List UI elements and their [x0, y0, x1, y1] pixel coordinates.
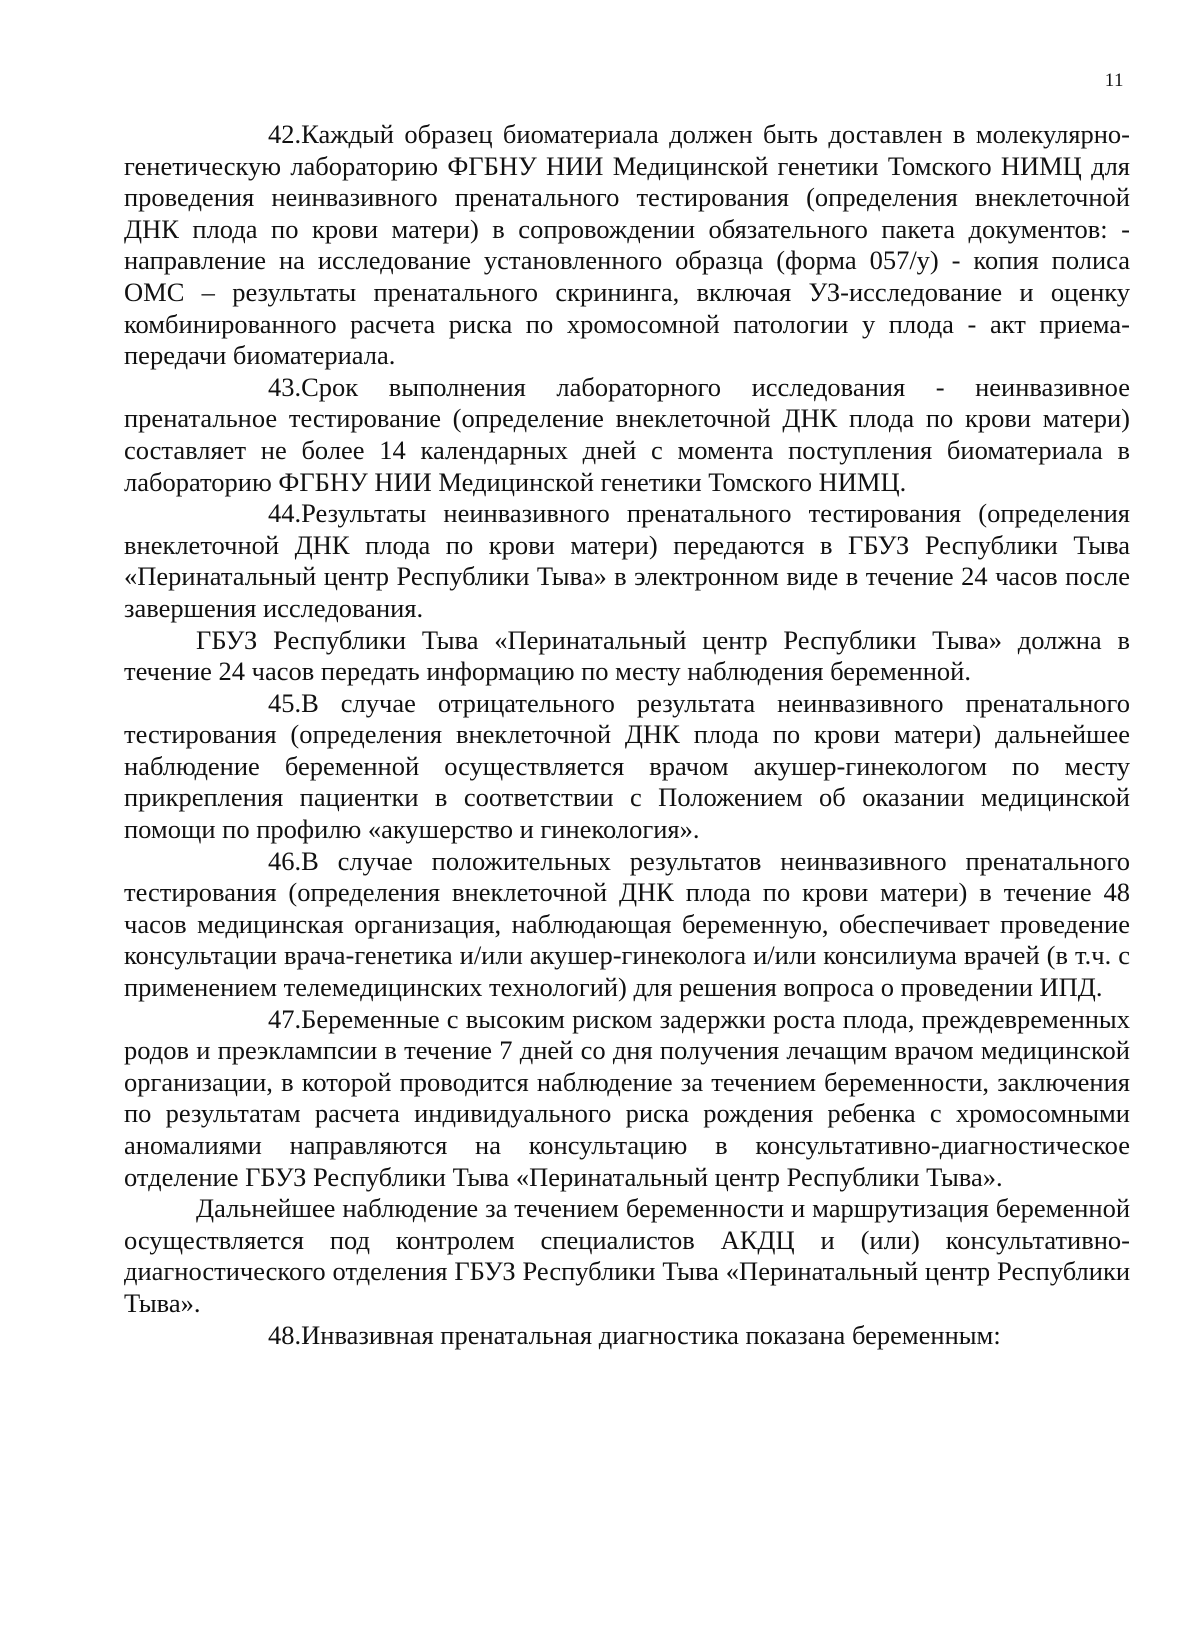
paragraph-number: 44.: [268, 498, 302, 529]
paragraph-43: [124, 372, 1130, 498]
paragraph-text: Инвазивная пренатальная диагностика показана беременным:: [301, 1319, 1001, 1350]
document-body: [124, 119, 1130, 1351]
paragraph-44: [124, 498, 1130, 624]
paragraph-number: 46.: [268, 845, 302, 876]
paragraph-text: В случае отрицательного результата неинвазивного пренатального тестирования (определения внеклеточной ДНК плода по крови матери) дальнейшее наблюдение беременной осуществляется врачом акушер-гинекологом по месту прикрепления пациентки в соответствии с Положением об оказании медицинской помощи по профилю «акушерство и гинекология».: [124, 687, 1130, 845]
paragraph-text: Беременные с высоким риском задержки роста плода, преждевременных родов и преэклампсии в течение 7 дней со дня получения лечащим врачом медицинской организации, в которой проводится наблюдение за течением беременности, заключения по результатам расчета индивидуального риска рождения ребенка с хромосомными аномалиями направляются на консультацию в консультативно-диагностическое отделение ГБУЗ Республики Тыва «Перинатальный центр Республики Тыва».: [124, 1003, 1130, 1192]
paragraph-text: В случае положительных результатов неинвазивного пренатального тестирования (определения внеклеточной ДНК плода по крови матери) в течение 48 часов медицинская организация, наблюдающая беременную, обеспечивает проведение консультации врача-генетика и/или акушер-гинеколога и/или консилиума врачей (в т.ч. с применением телемедицинских технологий) для решения вопроса о проведении ИПД.: [124, 845, 1130, 1003]
paragraph-47-continuation: [124, 1193, 1130, 1319]
paragraph-42: [124, 119, 1130, 372]
paragraph-text: Каждый образец биоматериала должен быть доставлен в молекулярно-генетическую лабораторию ФГБНУ НИИ Медицинской генетики Томского НИМЦ для проведения неинвазивного пренатального тестирования (определения внеклеточной ДНК плода по крови матери) в сопровождении обязательного пакета документов: - направление на исследование установленного образца (форма 057/у) - копия полиса ОМС – результаты пренатального скрининга, включая УЗ-исследование и оценку комбинированного расчета риска по хромосомной патологии у плода - акт приема-передачи биоматериала.: [124, 119, 1130, 371]
paragraph-number: 47.: [268, 1003, 302, 1034]
paragraph-number: 42.: [268, 119, 302, 149]
paragraph-44-continuation: [124, 625, 1130, 688]
paragraph-48: [124, 1320, 1130, 1352]
paragraph-47: [124, 1004, 1130, 1194]
paragraph-text: ГБУЗ Республики Тыва «Перинатальный центр Республики Тыва» должна в течение 24 часов передать информацию по месту наблюдения беременной.: [124, 624, 1130, 687]
paragraph-text: Дальнейшее наблюдение за течением беременности и маршрутизация беременной осуществляется под контролем специалистов АКДЦ и (или) консультативно-диагностического отделения ГБУЗ Республики Тыва «Перинатальный центр Республики Тыва».: [124, 1193, 1130, 1318]
paragraph-number: 48.: [268, 1319, 302, 1350]
paragraph-number: 45.: [268, 687, 302, 718]
paragraph-text: Результаты неинвазивного пренатального тестирования (определения внеклеточной ДНК плода по крови матери) передаются в ГБУЗ Республики Тыва «Перинатальный центр Республики Тыва» в электронном виде в течение 24 часов после завершения исследования.: [124, 498, 1130, 623]
paragraph-text: Срок выполнения лабораторного исследования - неинвазивное пренатальное тестирование (определение внеклеточной ДНК плода по крови матери) составляет не более 14 календарных дней с момента поступления биоматериала в лабораторию ФГБНУ НИИ Медицинской генетики Томского НИМЦ.: [124, 371, 1130, 497]
page-number: 11: [1104, 70, 1124, 91]
paragraph-46: [124, 846, 1130, 1004]
paragraph-number: 43.: [268, 371, 302, 402]
paragraph-45: [124, 688, 1130, 846]
